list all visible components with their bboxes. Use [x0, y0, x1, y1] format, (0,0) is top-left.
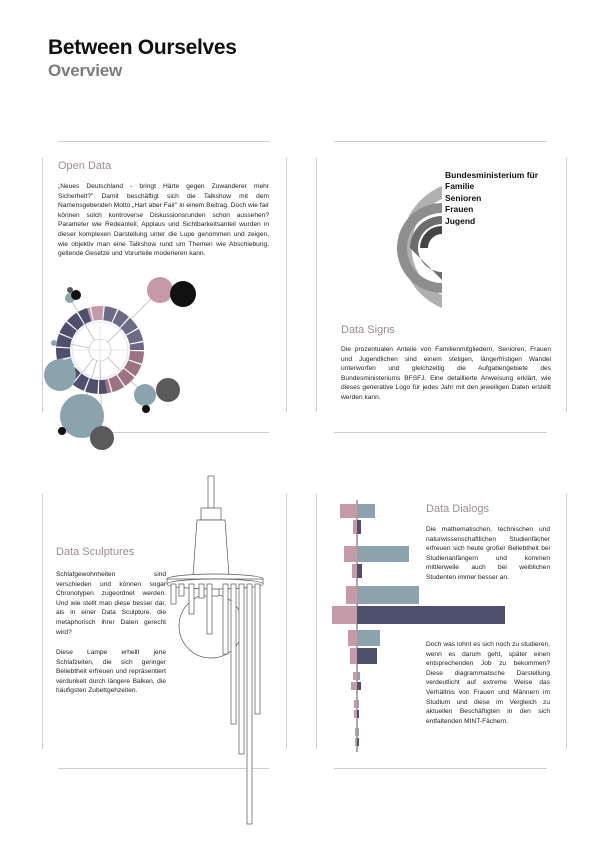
divider — [334, 768, 547, 769]
bar-women — [354, 710, 357, 718]
data-sculptures-text-2: Diese Lampe erhellt jene Schlafzeiten, die sich geringer Beliebtheit erfreuen und repräsentiert verdunkelt durch längere Balken, die häufigsten Zubettgehzeiten. — [56, 649, 166, 695]
bar-men — [357, 630, 380, 646]
bar-men — [357, 738, 359, 746]
page-subtitle: Overview — [48, 61, 123, 80]
data-sculptures-text-1: Schlafgewohnheiten sind verschieden und können sogar Chronotypen zugeordnet werden. Und wie stellt man diese besser dar, als in einer Data Sculpture, die metaphorisch ihrer Daten gerecht wird? — [56, 571, 166, 636]
divider — [286, 494, 287, 749]
bar-women — [348, 630, 357, 646]
bar-men — [357, 682, 361, 690]
bar-women — [353, 520, 357, 534]
bar-men — [357, 564, 362, 578]
section-heading-data-sculptures: Data Sculptures — [56, 546, 135, 558]
bar-women — [352, 564, 357, 578]
bar-women — [332, 606, 357, 624]
divider — [58, 141, 269, 142]
bar-men — [357, 586, 419, 604]
bar-men — [357, 648, 377, 664]
divider — [334, 141, 547, 142]
bar-men — [357, 520, 361, 534]
bar-men — [357, 728, 359, 736]
mint-gender-bar-diagram — [330, 496, 530, 756]
logo-line-family: Familie — [445, 181, 475, 192]
bar-men — [357, 504, 375, 518]
logo-line-ministry: Bundesministerium für — [445, 170, 539, 180]
divider — [58, 768, 269, 769]
section-heading-open-data: Open Data — [58, 160, 112, 172]
data-dialogs-text-1: Die mathematischen, technischen und naturwissenschaftlichen Studienfächer erfreuen sich heute großer Beliebtheit bei Studienanfängern und kommen mittlerweile auch bei weiblichen Studenten immer besser an. — [426, 526, 550, 581]
bar-men — [357, 700, 359, 708]
bar-women — [344, 546, 357, 562]
logo-line-youth: Jugend — [445, 215, 476, 226]
divider — [316, 494, 317, 749]
divider — [566, 158, 567, 412]
logo-wordmark — [445, 170, 538, 227]
data-dialogs-text-2: Doch was lohnt es sich noch zu studieren, wenn es darum geht, später einen entsprechenden Job zu bekommen? Diese diagrammatische Darstellung verdeutlicht auf extreme Weise das Verhältnis von Frauen und Männern im Studium und diese im Vergleich zu aktuellen Beschäftigten in den sich entfaltenden MINT-Fächern. — [426, 641, 550, 725]
open-data-text: „Neues Deutschland - bringt Härte gegen Zuwanderer mehr Sicherheit?" Damit beschäftigt sich die Talkshow mit dem Namensgebenden Motto „Hart aber Fair" in einem Beitrag. Doch wie fair können solch kontroverse Diskussionsrunden schon aussehen? Parameter wie Redeanteil, Applaus und Sichtbarkeitsanteil wurden in dieser komplexen Darstellung unter die Lupe genommen und zeigen, wie objektiv man eine Talkshow rund um Themen wie Abschiebung, geltende Gesetze und Vorurteile moderieren kann. — [58, 183, 269, 258]
bar-women — [350, 648, 357, 664]
bar-men — [357, 710, 359, 718]
talkshow-network-graphic — [40, 270, 300, 450]
logo-line-seniors: Senioren — [445, 192, 482, 203]
bar-women — [346, 586, 357, 604]
divider — [316, 158, 317, 412]
bar-women — [355, 738, 357, 746]
data-signs-text: Die prozentualen Anteile von Familienmitgliedern, Senioren, Frauen und Jugendlichen sind einem stetigen, längerfristigen Wandel unterworfen und gleichzeitig die Aufgabengebiete des Bundesministeriums BFSFJ. Eine detaillierte Anweisung erklärt, wie dieses generative Logo für jedes Jahr mit den jeweiligen Daten erstellt werden kann. — [341, 346, 551, 401]
bar-women — [340, 504, 357, 518]
bar-men — [357, 606, 505, 624]
bar-women — [354, 700, 357, 708]
divider — [334, 432, 547, 433]
divider — [566, 494, 567, 749]
bar-women — [353, 672, 357, 680]
divider — [42, 494, 43, 749]
page-title: Between Ourselves — [48, 36, 237, 59]
bar-women — [355, 728, 357, 736]
section-heading-data-dialogs: Data Dialogs — [426, 503, 489, 515]
bar-men — [357, 672, 360, 680]
bar-men — [357, 546, 409, 562]
sleep-lamp-sculpture — [163, 476, 283, 746]
section-heading-data-signs: Data Signs — [341, 324, 395, 336]
bar-women — [351, 682, 357, 690]
logo-line-women: Frauen — [445, 204, 474, 215]
